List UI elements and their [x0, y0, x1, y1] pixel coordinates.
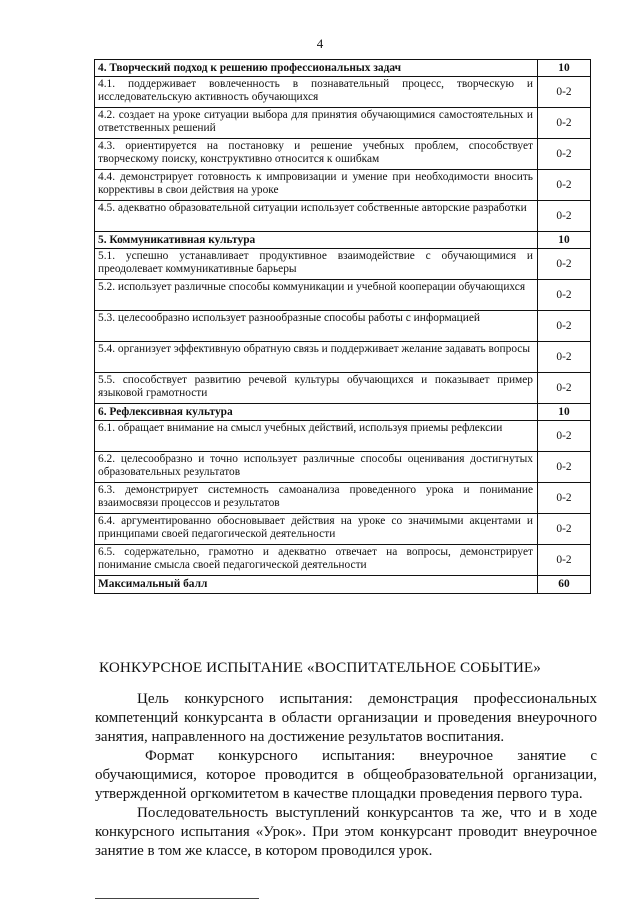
- criteria-score: 0-2: [538, 139, 591, 170]
- criteria-score: 0-2: [538, 514, 591, 545]
- criteria-score: 0-2: [538, 311, 591, 342]
- criteria-score: 0-2: [538, 249, 591, 280]
- criteria-text: 4.3. ориентируется на постановку и решение учебных проблем, способствует творческому поиску, конструктивно относится к ошибкам: [95, 139, 538, 170]
- criteria-row: [95, 421, 591, 452]
- criteria-score: 0-2: [538, 452, 591, 483]
- criteria-score: 0-2: [538, 201, 591, 232]
- criteria-section-score: 10: [538, 232, 591, 249]
- criteria-text: 5.1. успешно устанавливает продуктивное взаимодействие с обучающимися и преодолевает коммуникативные барьеры: [95, 249, 538, 280]
- criteria-row: [95, 201, 591, 232]
- criteria-score: 0-2: [538, 373, 591, 404]
- criteria-score: 0-2: [538, 170, 591, 201]
- criteria-section-title: 4. Творческий подход к решению профессиональных задач: [95, 60, 538, 77]
- criteria-text: 5.5. способствует развитию речевой культуры обучающихся и показывает пример языковой грамотности: [95, 373, 538, 404]
- criteria-table: [94, 59, 591, 594]
- criteria-row: [95, 139, 591, 170]
- criteria-section-row: [95, 404, 591, 421]
- criteria-text: 4.5. адекватно образовательной ситуации использует собственные авторские разработки: [95, 201, 538, 232]
- criteria-row: [95, 77, 591, 108]
- criteria-row: [95, 514, 591, 545]
- criteria-text: 6.3. демонстрирует системность самоанализа проведенного урока и понимание взаимосвязи процессов и результатов: [95, 483, 538, 514]
- criteria-score: 0-2: [538, 483, 591, 514]
- criteria-section-title: 6. Рефлексивная культура: [95, 404, 538, 421]
- criteria-section-row: [95, 60, 591, 77]
- criteria-row: [95, 108, 591, 139]
- total-score: 60: [538, 576, 591, 594]
- criteria-total-row: [95, 576, 591, 594]
- criteria-score: 0-2: [538, 280, 591, 311]
- criteria-text: 6.4. аргументированно обосновывает действия на уроке со значимыми акцентами и принципами своей педагогической деятельности: [95, 514, 538, 545]
- criteria-score: 0-2: [538, 342, 591, 373]
- criteria-text: 5.3. целесообразно использует разнообразные способы работы с информацией: [95, 311, 538, 342]
- criteria-section-title: 5. Коммуникативная культура: [95, 232, 538, 249]
- criteria-section-score: 10: [538, 404, 591, 421]
- criteria-row: [95, 452, 591, 483]
- criteria-section-row: [95, 232, 591, 249]
- criteria-text: 6.5. содержательно, грамотно и адекватно отвечает на вопросы, демонстрирует понимание смысла своей педагогической деятельности: [95, 545, 538, 576]
- criteria-text: 4.4. демонстрирует готовность к импровизации и умение при необходимости вносить коррективы в свои действия на уроке: [95, 170, 538, 201]
- criteria-row: [95, 373, 591, 404]
- criteria-text: 5.4. организует эффективную обратную связь и поддерживает желание задавать вопросы: [95, 342, 538, 373]
- criteria-row: [95, 311, 591, 342]
- section-title: КОНКУРСНОЕ ИСПЫТАНИЕ «ВОСПИТАТЕЛЬНОЕ СОБЫТИЕ»: [98, 659, 541, 676]
- paragraph-sequence: Последовательность выступлений конкурсантов та же, что и в ходе конкурсного испытания «Урок». При этом конкурсант проводит внеурочное занятие в том же классе, в котором проводился урок.: [95, 805, 597, 859]
- criteria-text: 4.1. поддерживает вовлеченность в познавательный процесс, творческую и исследовательскую активность обучающихся: [95, 77, 538, 108]
- footer-divider: [95, 898, 259, 899]
- criteria-row: [95, 249, 591, 280]
- criteria-section-score: 10: [538, 60, 591, 77]
- criteria-score: 0-2: [538, 545, 591, 576]
- criteria-text: 5.2. использует различные способы коммуникации и учебной кооперации обучающихся: [95, 280, 538, 311]
- criteria-row: [95, 170, 591, 201]
- criteria-row: [95, 483, 591, 514]
- criteria-row: [95, 342, 591, 373]
- criteria-text: 6.1. обращает внимание на смысл учебных действий, используя приемы рефлексии: [95, 421, 538, 452]
- criteria-score: 0-2: [538, 77, 591, 108]
- page-number: 4: [316, 36, 324, 51]
- criteria-score: 0-2: [538, 108, 591, 139]
- paragraph-goal: Цель конкурсного испытания: демонстрация профессиональных компетенций конкурсанта в области организации и проведения внеурочного занятия, направленного на достижение результатов воспитания.: [95, 691, 597, 745]
- criteria-row: [95, 280, 591, 311]
- criteria-score: 0-2: [538, 421, 591, 452]
- criteria-text: 6.2. целесообразно и точно использует различные способы оценивания достигнутых образовательных результатов: [95, 452, 538, 483]
- criteria-text: 4.2. создает на уроке ситуации выбора для принятия обучающимися самостоятельных и ответственных решений: [95, 108, 538, 139]
- total-label: Максимальный балл: [95, 576, 538, 594]
- paragraph-format: Формат конкурсного испытания: внеурочное занятие с обучающимися, которое проводится в общеобразовательной организации, утвержденной оргкомитетом в качестве площадки проведения первого тура.: [95, 748, 597, 802]
- criteria-row: [95, 545, 591, 576]
